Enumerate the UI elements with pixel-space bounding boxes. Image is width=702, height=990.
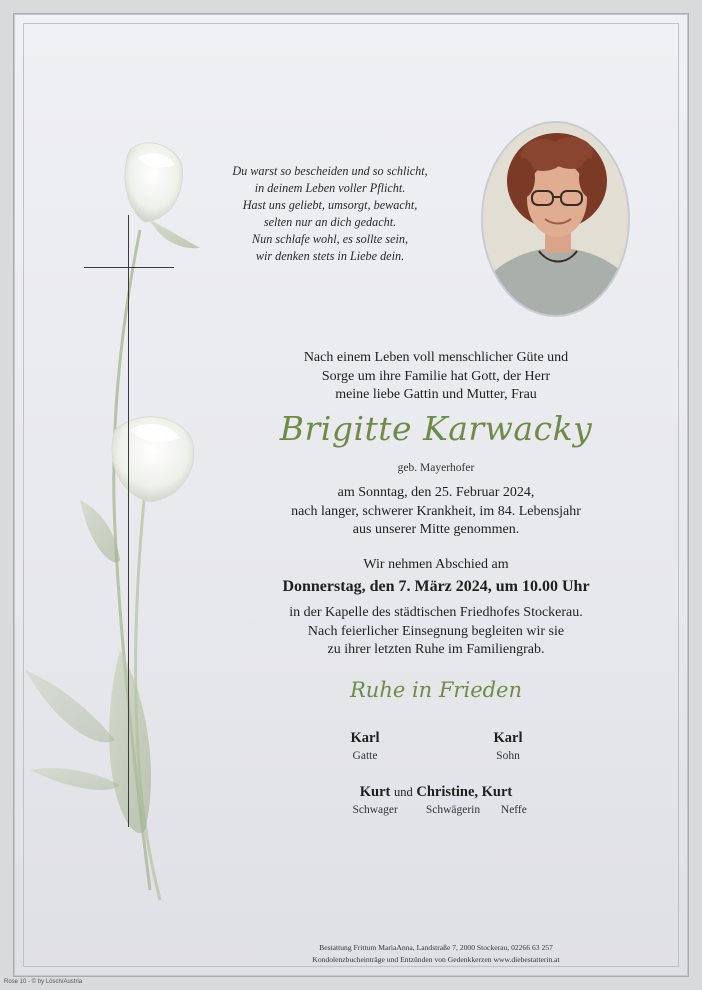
mourner-role: Sohn <box>496 750 520 762</box>
mourner-names <box>236 784 636 801</box>
rest-in-peace: Ruhe in Frieden <box>349 678 523 702</box>
mourner-sohn <box>473 730 543 762</box>
poem-line: Nun schlafe wohl, es sollte sein, <box>251 232 409 246</box>
poem-line: Hast uns geliebt, umsorgt, bewacht, <box>242 198 418 212</box>
mourner-roles <box>236 804 636 816</box>
intro-line: Sorge um ihre Familie hat Gott, der Herr <box>321 368 551 384</box>
mourner-role: Gatte <box>352 750 378 762</box>
mourner-role: Schwager <box>352 804 398 816</box>
cross-bar <box>84 267 174 268</box>
poem-line: in deinem Leben voller Pflicht. <box>254 181 406 195</box>
deceased-name: Brigitte Karwacky <box>279 409 593 448</box>
poem-line: wir denken stets in Liebe dein. <box>255 249 405 263</box>
mourner-name: Karl <box>493 730 523 746</box>
portrait-illustration <box>483 123 630 317</box>
mourner-role: Neffe <box>500 804 527 816</box>
details-line: am Sonntag, den 25. Februar 2024, <box>337 485 535 500</box>
farewell-text: Wir nehmen Abschied am <box>363 557 509 572</box>
maiden-name: geb. Mayerhofer <box>397 462 475 474</box>
mourner-row2 <box>236 784 636 816</box>
design-credit: Rose 10 - © by Lösch/Austria <box>4 979 83 985</box>
place-line: zu ihrer letzten Ruhe im Familiengrab. <box>327 642 545 657</box>
mourner-name: Karl <box>350 730 380 746</box>
details-line: nach langer, schwerer Krankheit, im 84. Lebensjahr <box>291 503 581 519</box>
intro-text <box>236 349 636 405</box>
footer <box>236 942 636 966</box>
portrait-photo <box>481 121 630 317</box>
footer-line: Kondolenzbucheinträge und Entzünden von Gedenkkerzen www.diebestatterin.at <box>312 955 560 964</box>
poem-line: selten nur an dich gedacht. <box>263 215 397 229</box>
intro-line: Nach einem Leben voll menschlicher Güte und <box>303 350 569 365</box>
poem <box>212 163 448 265</box>
ceremony-datetime: Donnerstag, den 7. März 2024, um 10.00 Uhr <box>282 578 590 595</box>
poem-line: Du warst so bescheiden und so schlicht, <box>232 164 428 178</box>
details-line: aus unserer Mitte genommen. <box>352 522 520 537</box>
mourner-name: Kurt <box>359 784 391 800</box>
place-line: in der Kapelle des städtischen Friedhofes Stockerau. <box>289 605 583 620</box>
rose-illustration <box>20 130 220 910</box>
mourner-conjunction: und <box>394 785 413 799</box>
ceremony-place <box>236 604 636 660</box>
footer-line: Bestattung Frittum MariaAnna, Landstraße 7, 2000 Stockerau, 02266 63 257 <box>319 943 553 952</box>
mourner-name: Christine, Kurt <box>416 784 513 800</box>
mourner-role: Schwägerin <box>425 804 481 816</box>
cross-icon <box>128 215 129 827</box>
death-details <box>236 484 636 540</box>
intro-line: meine liebe Gattin und Mutter, Frau <box>335 387 537 402</box>
mourner-gatte <box>330 730 400 762</box>
place-line: Nach feierlicher Einsegnung begleiten wir sie <box>307 623 565 639</box>
